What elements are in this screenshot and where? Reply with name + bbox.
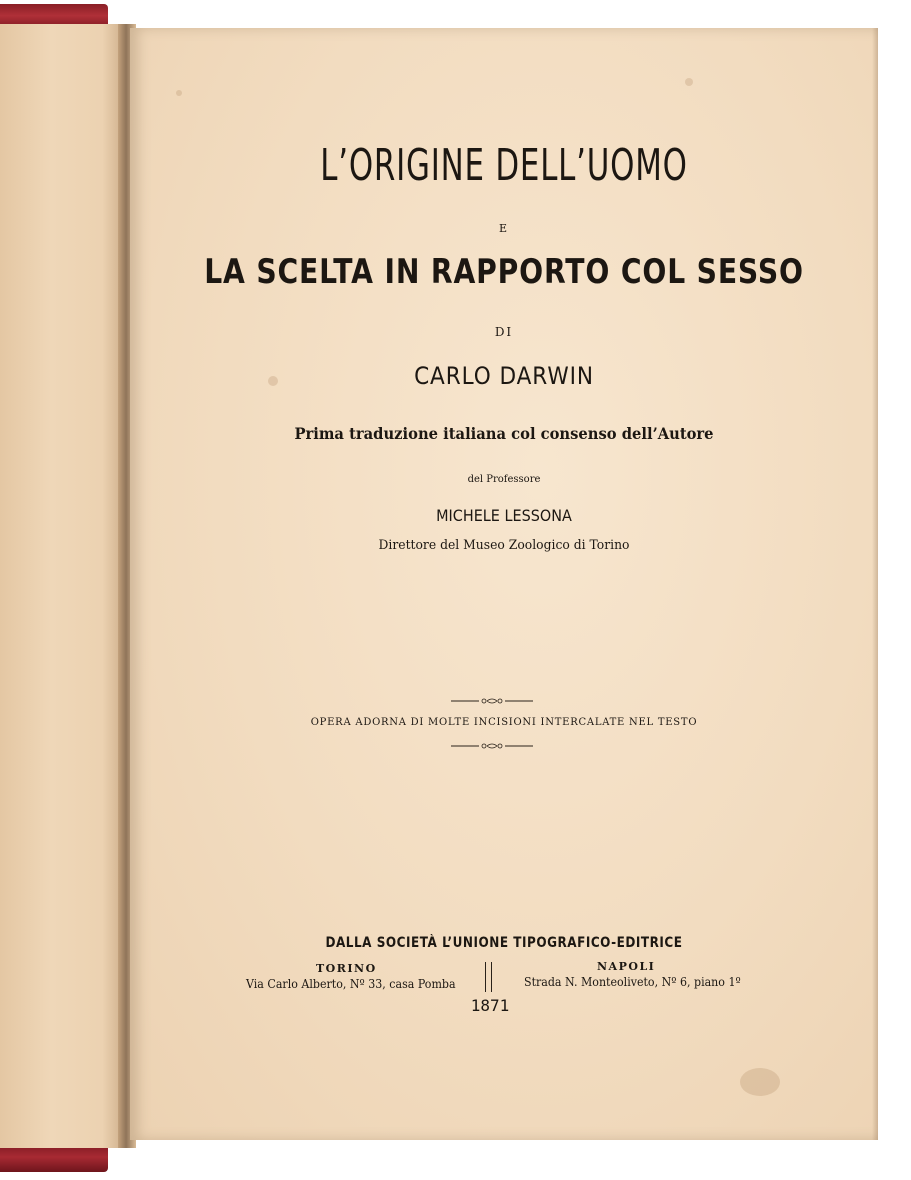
publication-year: 1871 <box>470 996 510 1015</box>
book-subtitle: LA SCELTA IN RAPPORTO COL SESSO <box>204 252 804 292</box>
author-name: CARLO DARWIN <box>414 362 594 390</box>
ornament-rule-bottom <box>451 741 533 751</box>
title-page <box>130 28 878 1140</box>
paper-stain <box>740 1068 780 1096</box>
left-page <box>0 24 128 1148</box>
translation-note: Prima traduzione italiana col consenso dell’Autore <box>294 424 714 443</box>
paper-spot <box>685 78 693 86</box>
title-conjunction: E <box>498 222 510 235</box>
translator-prefix: del Professore <box>467 474 541 485</box>
city-left: TORINO <box>316 962 377 975</box>
book-title: L’ORIGINE DELL’UOMO <box>320 140 688 191</box>
ornament-rule-top <box>451 696 533 706</box>
publisher: DALLA SOCIETÀ L’UNIONE TIPOGRAFICO-EDITRICE <box>325 935 683 951</box>
paper-spot <box>176 90 182 96</box>
translator-name: MICHELE LESSONA <box>436 506 572 525</box>
address-right: Strada N. Monteoliveto, Nº 6, piano 1º <box>524 975 741 989</box>
column-divider <box>485 962 492 992</box>
illustrations-note: OPERA ADORNA DI MOLTE INCISIONI INTERCALATE NEL TESTO <box>310 716 698 728</box>
city-right: NAPOLI <box>597 960 656 973</box>
translator-role: Direttore del Museo Zoologico di Torino <box>378 538 630 553</box>
by-line: DI <box>494 325 514 339</box>
address-left: Via Carlo Alberto, Nº 33, casa Pomba <box>246 977 456 991</box>
